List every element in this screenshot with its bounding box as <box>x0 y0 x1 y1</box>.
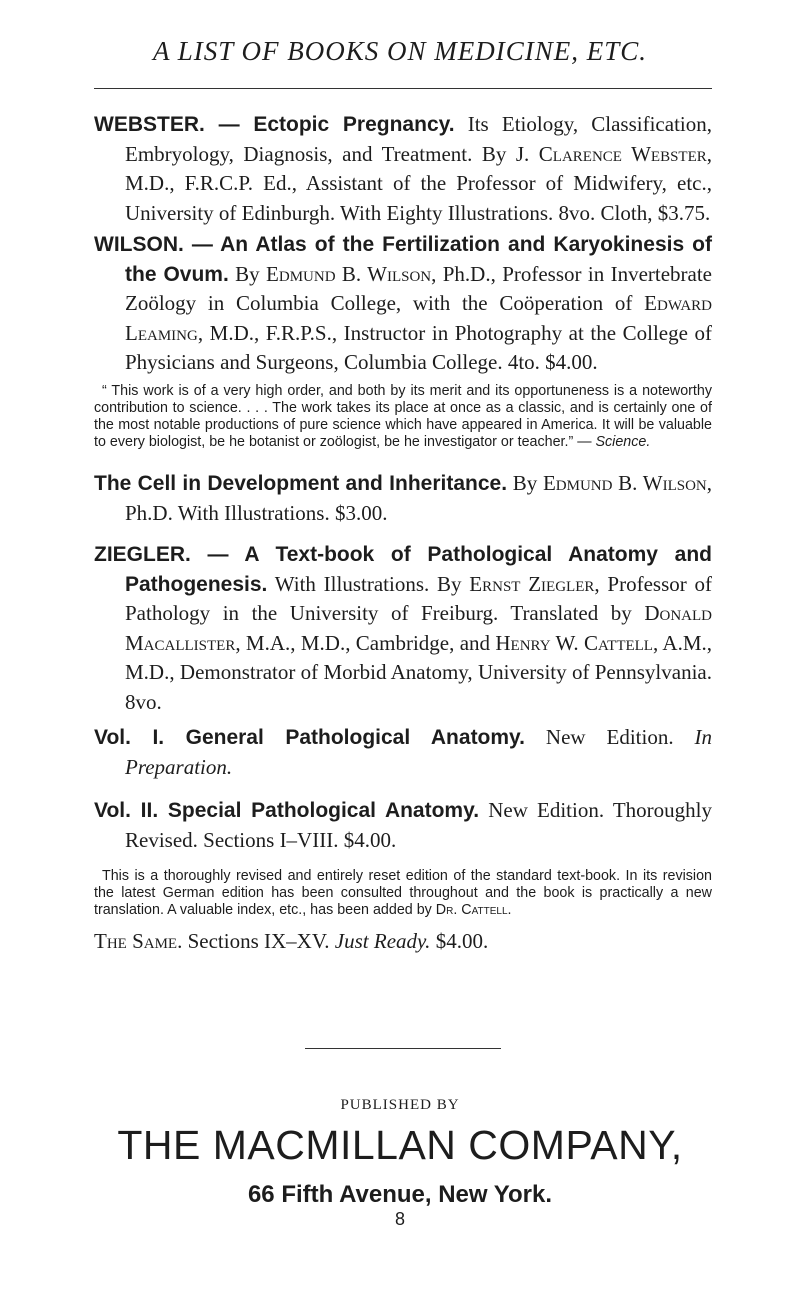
entry-person: Edmund B. Wilson <box>542 471 707 495</box>
entry-person: Donald Macallister <box>125 601 712 655</box>
entry-text: Its Etiology, Classification, Embryology, Diagnosis, and Treatment. By J. <box>125 112 712 166</box>
entry-label: The Same. <box>94 929 183 953</box>
entry-title: A Text-book of Pathological Anatomy and Pathogenesis. <box>125 543 712 596</box>
header-rule <box>94 88 712 89</box>
entry-dash: — <box>190 543 245 566</box>
entry-title: An Atlas of the Fertilization and Karyokinesis of the Ovum. <box>125 233 712 286</box>
entry-webster <box>94 110 712 228</box>
edition-note <box>94 868 712 919</box>
note-person: Dr. Cattell <box>435 902 508 918</box>
entry-person: Henry W. Cattell <box>495 630 653 655</box>
publisher-name: THE MACMILLAN COMPANY, <box>117 1122 683 1168</box>
note-text: . <box>507 902 512 918</box>
entry-author: WILSON. <box>94 233 184 256</box>
entry-text: Sections IX–XV. <box>182 929 335 953</box>
entry-text: By <box>228 261 267 286</box>
entry-dash: — <box>204 113 254 136</box>
entry-text: By <box>507 471 543 495</box>
entry-vol-1 <box>94 723 712 782</box>
entry-text: , M.D., F.R.P.S., Instructor in Photography at the College of Physicians and Surgeons, Columbia College. 4to. $4.00. <box>125 320 712 374</box>
entry-title: Vol. I. General Pathological Anatomy. <box>94 726 526 749</box>
entry-text: , Ph.D. With Illustrations. $3.00. <box>125 471 712 525</box>
entry-text: New Edition. Thoroughly Revised. Sections I–VIII. $4.00. <box>125 798 712 852</box>
entry-cell <box>94 469 712 528</box>
entry-person: Edward Leaming <box>125 291 712 345</box>
note-text: This is a thoroughly revised and entirely reset edition of the standard text-book. In its revision the latest German edition has been consulted throughout and the book is practically a new translation. A valuable index, etc., has been added by <box>94 868 712 918</box>
entry-person: Clarence Webster <box>538 141 707 166</box>
quote-source: Science. <box>595 434 651 450</box>
entry-vol-2 <box>94 796 712 855</box>
section-rule <box>305 1048 501 1049</box>
entry-person: Edmund B. Wilson <box>266 261 432 286</box>
entry-status: In Preparation. <box>125 725 712 779</box>
page-number: 8 <box>394 1209 405 1229</box>
quote-text: “ This work is of a very high order, and both by its merit and its opportuneness is a noteworthy contribution to science. . . . The work takes its place at once as a classic, and is certainly one of the most notable productions of pure science which have appeared in America. It will be valuable to every biologist, be he botanist or zoölogist, be he investigator or teacher.” — <box>94 383 712 450</box>
published-by: PUBLISHED BY <box>340 1097 460 1113</box>
entry-author: WEBSTER. <box>94 113 205 136</box>
publisher-address: 66 Fifth Avenue, New York. <box>247 1181 553 1208</box>
entry-title: The Cell in Development and Inheritance. <box>94 472 508 495</box>
entry-wilson <box>94 230 712 378</box>
entry-text: , A.M., M.D., Demonstrator of Morbid Anatomy, University of Pennsylvania. 8vo. <box>125 630 712 714</box>
running-head: A LIST OF BOOKS ON MEDICINE, ETC. <box>152 36 648 66</box>
review-quote <box>94 383 712 451</box>
entry-author: ZIEGLER. <box>94 543 191 566</box>
entry-person: Ernst Ziegler <box>469 571 595 596</box>
entry-status: Just Ready. <box>334 929 431 953</box>
entry-text: , Ph.D., Professor in Invertebrate Zoölogy in Columbia College, with the Coöperation of <box>125 261 713 315</box>
entry-text: , M.D., F.R.C.P. Ed., Assistant of the Professor of Midwifery, etc., University of Edinburgh. With Eighty Illustrations. 8vo. Cloth, $3.75. <box>125 141 712 225</box>
entry-text: New Edition. <box>525 725 695 749</box>
entry-text: , Professor of Pathology in the University of Freiburg. Translated by <box>125 571 712 625</box>
entry-price: $4.00. <box>430 929 489 953</box>
entry-title: Ectopic Pregnancy. <box>253 113 455 136</box>
entry-ziegler <box>94 540 712 717</box>
entry-title: Vol. II. Special Pathological Anatomy. <box>94 799 480 822</box>
entry-dash: — <box>183 233 221 256</box>
entry-text: With Illustrations. By <box>267 571 470 596</box>
entry-text: , M.A., M.D., Cambridge, and <box>235 630 496 655</box>
entry-same <box>94 927 712 957</box>
